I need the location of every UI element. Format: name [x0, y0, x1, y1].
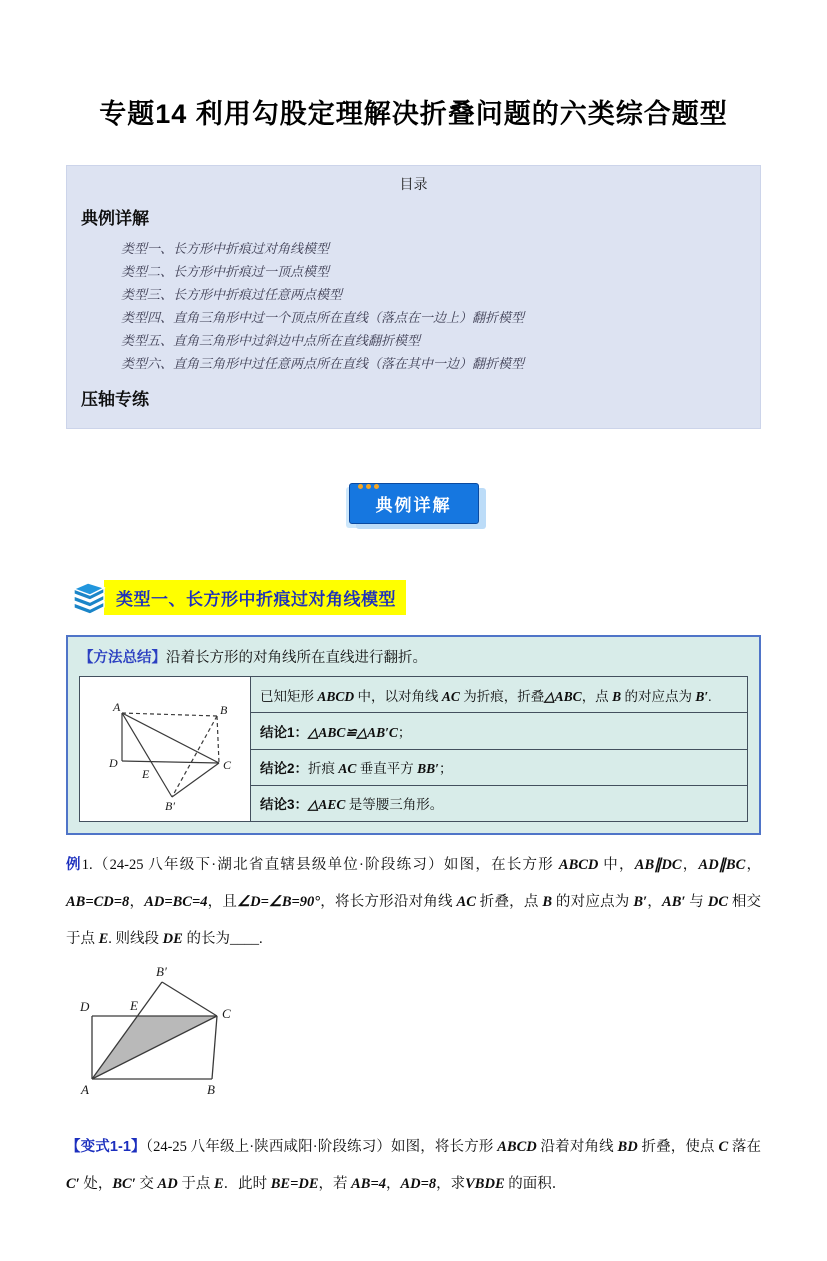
- section-badge-wrap: [66, 483, 761, 529]
- svg-text:A: A: [113, 700, 121, 714]
- toc-section-practice: 压轴专练: [81, 390, 149, 409]
- svg-text:B′: B′: [165, 799, 175, 811]
- svg-text:A: A: [81, 1082, 89, 1097]
- toc-item-type3: 类型三、长方形中折痕过任意两点模型: [121, 287, 343, 302]
- toc-header: 目录: [399, 178, 428, 193]
- svg-text:D: D: [109, 756, 118, 770]
- svg-text:B: B: [207, 1082, 215, 1097]
- conclusion-row-1: 结论1：△ABC≌△AB′C；: [251, 713, 748, 749]
- variation1-text: 【变式1-1】（24-25 八年级上·陕西咸阳·阶段练习）如图，将长方形 ABCD 沿着对角线 BD 折叠，使点 C 落在 C′ 处，BC′ 交 AD 于点 E．此时 BE=DE，若 AB=4，AD=8，求VBDE 的面积．: [66, 1139, 762, 1192]
- folded-rectangle-diagram-small: [89, 683, 237, 811]
- toc-item-type4: 类型四、直角三角形中过一个顶点所在直线（落点在一边上）翻折模型: [121, 310, 525, 325]
- type1-heading-row: [66, 575, 761, 619]
- badge-label: 典例详解: [375, 496, 452, 515]
- svg-text:E: E: [142, 767, 150, 781]
- conclusion-row-given: 已知矩形 ABCD 中，以对角线 AC 为折痕，折叠△ABC，点 B 的对应点为 B′.: [251, 677, 748, 713]
- conclusion-row-2: 结论2：折痕 AC 垂直平方 BB′；: [251, 749, 748, 785]
- type1-heading: 类型一、长方形中折痕过对角线模型: [104, 580, 406, 615]
- toc-item-type5: 类型五、直角三角形中过斜边中点所在直线翻折模型: [121, 333, 421, 348]
- page-title: 专题14 利用勾股定理解决折叠问题的六类综合题型: [99, 99, 728, 129]
- method-summary-line: [79, 646, 748, 667]
- toc-item-type6: 类型六、直角三角形中过任意两点所在直线（落在其中一边）翻折模型: [121, 356, 525, 371]
- stacked-books-icon: [66, 575, 110, 619]
- table-figure-cell: [80, 677, 251, 822]
- svg-text:B′: B′: [156, 964, 167, 979]
- example1-text: 例1.（24-25 八年级下·湖北省直辖县级单位·阶段练习）如图，在长方形 ABCD 中，AB∥DC，AD∥BC，AB=CD=8，AD=BC=4，且∠D=∠B=90°，将长方形沿对角线 AC 折叠，点 B 的对应点为 B′，AB′ 与 DC 相交于点 E. 则线段 DE 的长为____.: [66, 857, 762, 947]
- table-of-contents: [66, 165, 761, 429]
- folded-rectangle-diagram-main: [72, 964, 312, 1106]
- method-text: 沿着长方形的对角线所在直线进行翻折。: [166, 650, 427, 666]
- svg-text:B: B: [220, 703, 228, 717]
- svg-text:C: C: [223, 758, 232, 772]
- toc-section-examples: 典例详解: [81, 209, 149, 228]
- toc-item-list: [121, 237, 746, 375]
- svg-text:C: C: [222, 1006, 231, 1021]
- examples-section-badge: [349, 483, 479, 524]
- conclusion-table: [79, 676, 748, 822]
- method-label: 【方法总结】: [79, 650, 166, 666]
- svg-text:D: D: [80, 999, 90, 1014]
- conclusion-row-3: 结论3：△AEC 是等腰三角形。: [251, 785, 748, 821]
- sparkle-dots-icon: [358, 474, 382, 494]
- worksheet-page: [66, 92, 761, 1203]
- table-row: [80, 677, 748, 713]
- svg-text:E: E: [130, 998, 138, 1013]
- method-summary-box: [66, 635, 761, 835]
- toc-item-type1: 类型一、长方形中折痕过对角线模型: [121, 241, 330, 256]
- toc-item-type2: 类型二、长方形中折痕过一顶点模型: [121, 264, 330, 279]
